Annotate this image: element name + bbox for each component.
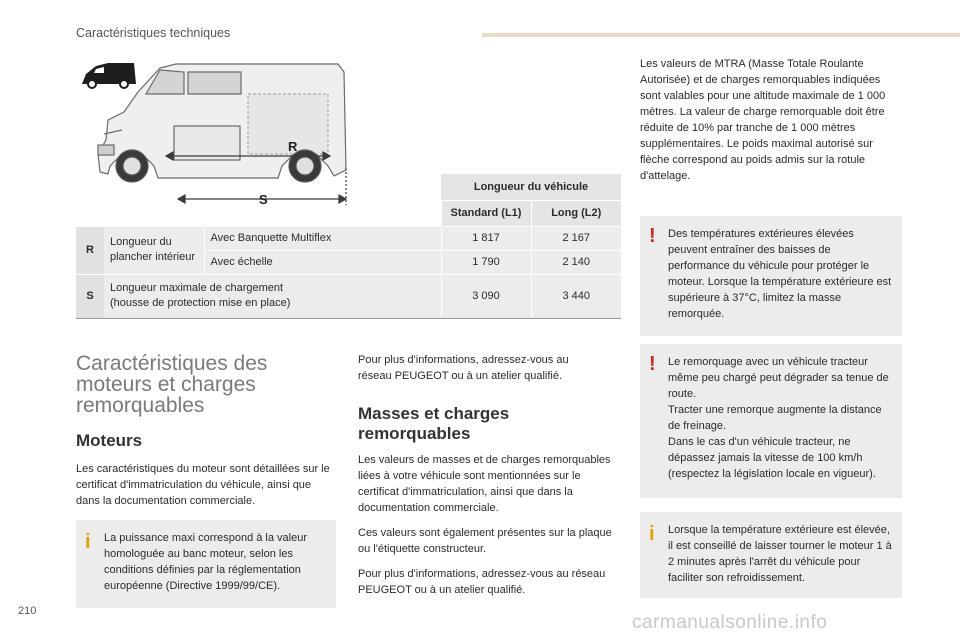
warning-icon: ! — [649, 225, 656, 247]
mtra-text: Les valeurs de MTRA (Masse Totale Roulante Autorisée) et de charges remorquables indiquées sont valables pour une altitude maximale de 1 000 mètres. La valeur de charge remorquable doit être réduite de 10% par tranche de 1 000 mètres supplémentaires. Le poids maximal autorisé sur flèche correspond au poids admis sur la rotule d'attelage. — [640, 58, 886, 182]
section-title: Caractéristiques des moteurs et charges remorquables — [76, 352, 268, 417]
info-box-power — [76, 520, 336, 608]
info-cool-text: Lorsque la température extérieure est élevée, il est conseillé de laisser tourner le moteur 1 à 2 minutes après l'arrêt du véhicule pour faciliter son refroidissement. — [668, 524, 892, 584]
row-s-desc-line-2: (housse de protection mise en place) — [110, 297, 291, 310]
dimensions-table — [76, 174, 621, 319]
row-r-label: Longueur du plancher intérieur — [104, 226, 204, 274]
motors-text: Les caractéristiques du moteur sont détaillées sur le certificat d'immatriculation du véhicule, ainsi que dans la documentation commerciale. — [76, 463, 330, 507]
row-s-desc — [104, 274, 441, 318]
row-r1-desc: Avec Banquette Multiflex — [204, 226, 441, 250]
warn-tow-text-2: Tracter une remorque augmente la distance de freinage. — [668, 404, 882, 432]
info-icon: i — [649, 523, 655, 545]
info-power-text: La puissance maxi correspond à la valeur homologuée au banc moteur, selon les conditions définies par la réglementation européenne (Directive 1999/99/CE). — [104, 532, 308, 592]
table-header-l2: Long (L2) — [531, 200, 621, 226]
table-row — [76, 274, 621, 318]
table-header-l1: Standard (L1) — [441, 200, 531, 226]
row-r1-l1: 1 817 — [441, 226, 531, 250]
page-header-title: Caractéristiques techniques — [76, 26, 231, 40]
info-icon: i — [85, 531, 91, 553]
masses-heading: Masses et charges remorquables — [358, 404, 510, 443]
van-thumbnail-icon — [82, 63, 136, 88]
row-r-key: R — [76, 226, 104, 274]
row-s-l1: 3 090 — [441, 274, 531, 318]
warn-tow-text-3: Dans le cas d'un véhicule tracteur, ne dépassez jamais la vitesse de 100 km/h (respectez la législation locale en vigueur). — [668, 436, 876, 480]
dimension-s-label: S — [259, 192, 268, 207]
more-info-text-2: Pour plus d'informations, adressez-vous au réseau PEUGEOT ou à un atelier qualifié. — [358, 568, 606, 596]
warning-box-temperature — [640, 216, 902, 336]
row-s-key: S — [76, 274, 104, 318]
watermark-text: carmanualsonline.info — [632, 612, 828, 633]
warning-box-towing — [640, 344, 902, 498]
dimension-r-label: R — [288, 139, 298, 154]
row-s-desc-line-1: Longueur maximale de chargement — [110, 282, 284, 295]
info-box-cooling — [640, 512, 902, 598]
warn-tow-text-1: Le remorquage avec un véhicule tracteur même peu chargé peut dégrader sa tenue de route. — [668, 356, 889, 400]
row-r2-desc: Avec échelle — [204, 250, 441, 274]
masses-text: Les valeurs de masses et de charges remorquables liées à votre véhicule sont mentionnées sur le certificat d'immatriculation, ainsi que dans la documentation commerciale. — [358, 454, 611, 514]
plate-text: Ces valeurs sont également présentes sur la plaque ou l'étiquette constructeur. — [358, 527, 612, 555]
warning-icon: ! — [649, 353, 656, 375]
page-number: 210 — [18, 605, 37, 617]
table-row — [76, 226, 621, 250]
row-s-l2: 3 440 — [531, 274, 621, 318]
table-group-header: Longueur du véhicule — [441, 174, 621, 200]
warn-temp-text: Des températures extérieures élevées peuvent entraîner des baisses de performance du véhicule pour protéger le moteur. Lorsque la température extérieure est supérieure à 37°C, limitez la masse remorquée. — [668, 228, 892, 320]
row-r2-l1: 1 790 — [441, 250, 531, 274]
row-r1-l2: 2 167 — [531, 226, 621, 250]
more-info-text-1: Pour plus d'informations, adressez-vous au réseau PEUGEOT ou à un atelier qualifié. — [358, 354, 569, 382]
header-rule — [482, 33, 960, 37]
motors-heading: Moteurs — [76, 431, 143, 450]
row-r2-l2: 2 140 — [531, 250, 621, 274]
